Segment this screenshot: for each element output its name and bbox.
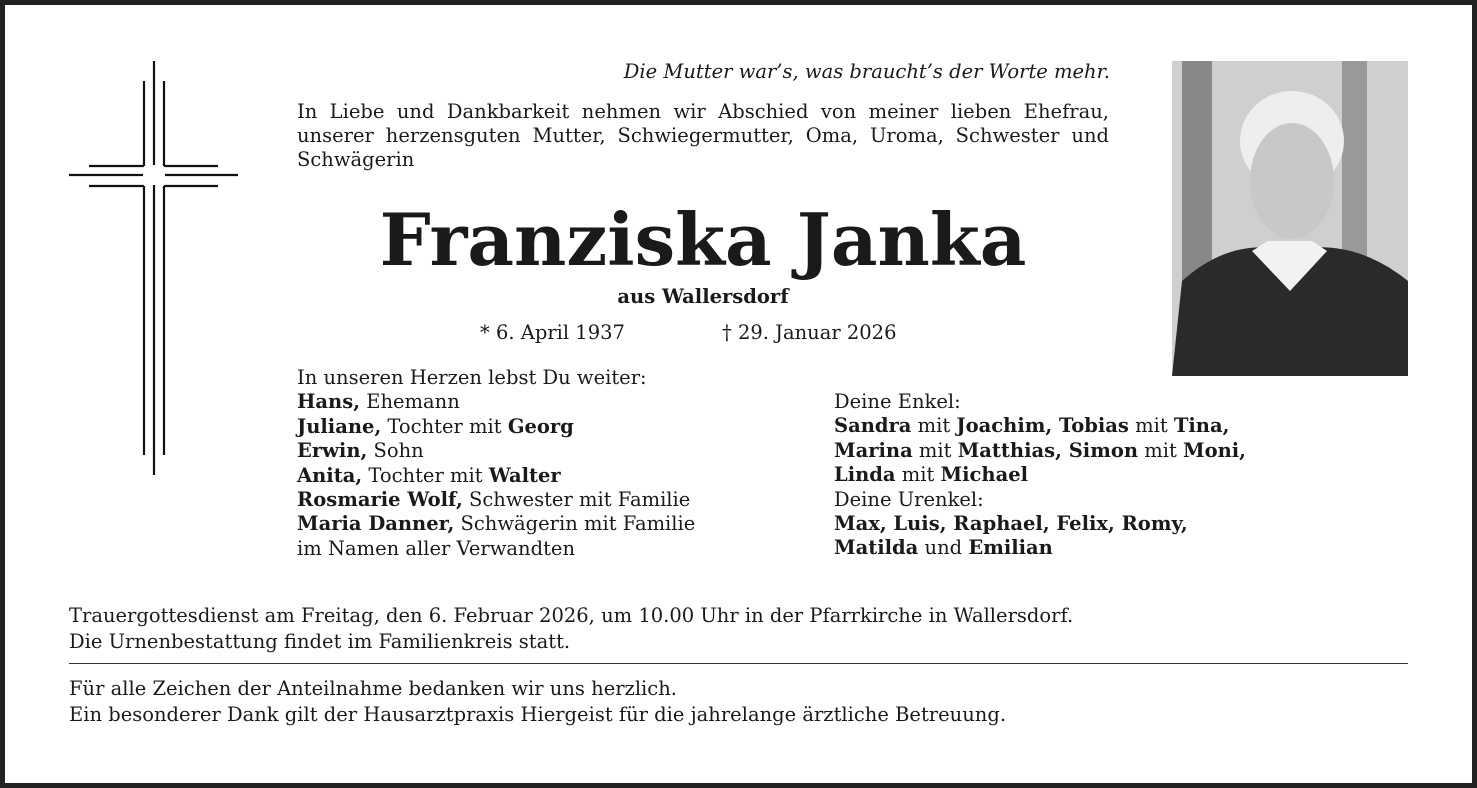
great-grandchildren-heading: Deine Urenkel: [834, 487, 984, 511]
grandchild-line: Marina mit Matthias, Simon mit Moni, [834, 438, 1246, 462]
intro-text: In Liebe und Dankbarkeit nehmen wir Abschied von meiner lieben Ehefrau, unserer herzensguten Mutter, Schwiegermutter, Oma, Uroma, Schwester und Schwägerin [297, 100, 1109, 171]
divider [69, 663, 1408, 664]
thanks-line-2: Ein besonderer Dank gilt der Hausarztpraxis Hiergeist für die jahrelange ärztliche Betreuung. [69, 703, 1007, 726]
family-member: Anita, Tochter mit Walter [297, 463, 561, 487]
grandchild-line: Linda mit Michael [834, 463, 1029, 487]
origin: aus Wallersdorf [617, 285, 789, 308]
left-heading: In unseren Herzen lebst Du weiter: [297, 366, 647, 389]
burial-info: Die Urnenbestattung findet im Familienkreis statt. [69, 630, 571, 653]
deceased-name: Franziska Janka [379, 197, 1027, 282]
family-member: Erwin, Sohn [297, 439, 424, 463]
family-member: Maria Danner, Schwägerin mit Familie [297, 512, 696, 536]
family-member: Hans, Ehemann [297, 390, 460, 414]
grandchildren-heading: Deine Enkel: [834, 390, 961, 413]
service-info: Trauergottesdienst am Freitag, den 6. Februar 2026, um 10.00 Uhr in der Pfarrkirche in Wallersdorf. [69, 604, 1074, 627]
birth-date: * 6. April 1937 [480, 321, 625, 344]
great-grandchild-line: Matilda und Emilian [834, 536, 1053, 560]
death-date: † 29. Januar 2026 [722, 321, 897, 344]
family-left [297, 366, 695, 561]
portrait-photo [1172, 61, 1408, 376]
family-right [834, 390, 1246, 561]
family-member: Rosmarie Wolf, Schwester mit Familie [297, 487, 691, 511]
cross-icon [60, 55, 250, 485]
thanks-line-1: Für alle Zeichen der Anteilnahme bedanken wir uns herzlich. [69, 677, 677, 700]
family-member: Juliane, Tochter mit Georg [297, 414, 574, 438]
great-grandchild-line: Max, Luis, Raphael, Felix, Romy, [834, 511, 1188, 535]
grandchild-line: Sandra mit Joachim, Tobias mit Tina, [834, 414, 1230, 438]
family-member: im Namen aller Verwandten [297, 536, 576, 560]
motto: Die Mutter war’s, was braucht’s der Worte mehr. [623, 60, 1110, 83]
